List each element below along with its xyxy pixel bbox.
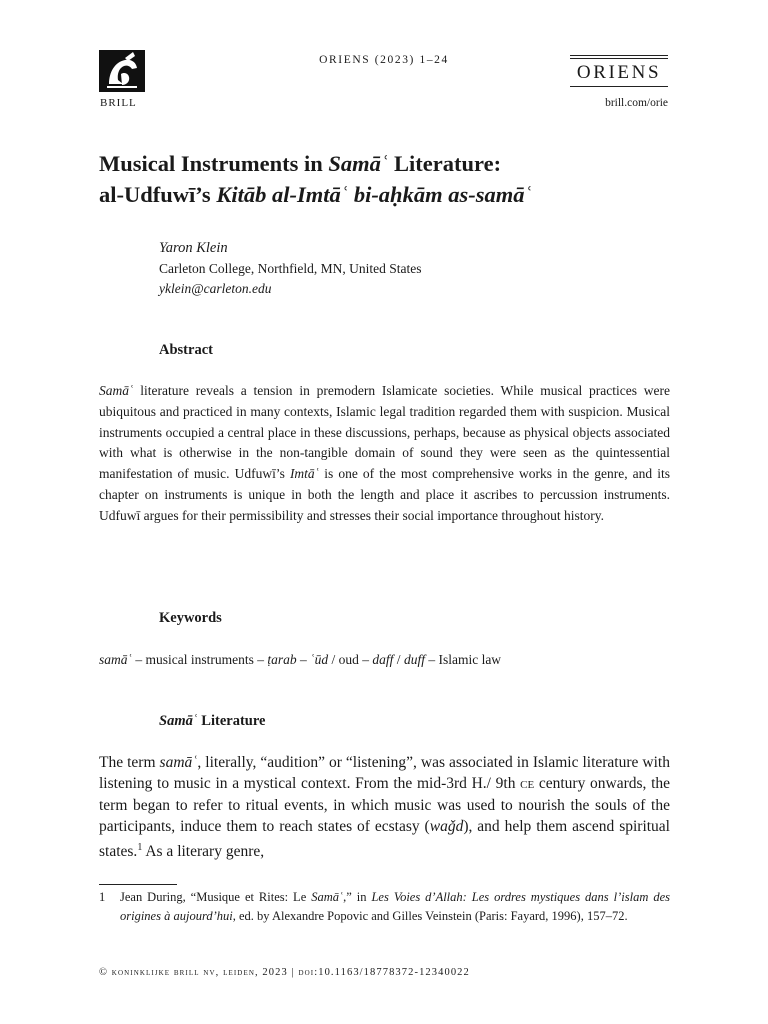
- author-block: [159, 238, 421, 300]
- journal-logo-text: ORIENS: [576, 62, 662, 83]
- body-paragraph: The term samāʿ, literally, “audition” or “listening”, was associated in Islamic literature with listening to music in a mystical context. From the mid-3rd H./ 9th ce century onwards, the term began to refer to ritual events, in which music was used to nourish the souls of the participants, induce them to reach states of ecstasy (waǧd), and help them ascend spiritual states.$^1$ As a literary genre,: [99, 754, 671, 861]
- author-email[interactable]: yklein@carleton.edu: [159, 281, 272, 296]
- abstract-heading: Abstract: [159, 342, 213, 358]
- footnote-number: 1: [99, 890, 106, 904]
- journal-logo: [570, 55, 668, 89]
- footnote: 1 Jean During, “Musique et Rites: Le Samāʿ,” in Les Voies d’Allah: Les ordres mystiques dans l’islam des origines à aujourd’hui, ed. by Alexandre Popovic and Gilles Veinstein (Paris: Fayard, 1996), 157–72.: [99, 890, 670, 923]
- journal-url[interactable]: brill.com/orie: [605, 97, 668, 109]
- journal-citation: ORIENS (2023) 1–24: [319, 54, 449, 66]
- abstract-text: Samāʿ literature reveals a tension in premodern Islamicate societies. While musical practices were ubiquitous and practiced in many contexts, Islamic legal tradition regarded them with suspicion. Musical instruments occupied a central place in these discussions, perhaps, because as physical objects associated with what is otherwise in the non-tangible domain of sound they were seen as the quintessential manifestation of music. Udfuwī’s Imtāʿ is one of the most comprehensive works in the genre, and its chapter on instruments is unique in both the length and place it ascribes to percussion instruments. Udfuwī argues for their permissibility and stresses their social importance throughout history.: [99, 383, 670, 523]
- copyright-footer: © koninklijke brill nv, leiden, 2023 | doi:10.1163/18778372-12340022: [99, 967, 470, 978]
- author-affiliation: Carleton College, Northfield, MN, United States: [159, 260, 422, 276]
- keywords-heading: Keywords: [159, 610, 222, 626]
- footnote-divider: [99, 884, 177, 885]
- keywords-list: samāʿ – musical instruments – ṭarab – ʿūd / oud – daff / duff – Islamic law: [99, 652, 502, 667]
- footnote-ref[interactable]: 1: [137, 842, 143, 854]
- article-title: Musical Instruments in Samāʿ Literature: al-Udfuwī’s Kitāb al-Imtāʿ bi-aḥkām as-samāʿ: [99, 151, 532, 207]
- author-name: Yaron Klein: [159, 240, 228, 256]
- section-heading: Samāʿ Literature: [159, 713, 266, 729]
- publisher-label: BRILL: [100, 97, 137, 109]
